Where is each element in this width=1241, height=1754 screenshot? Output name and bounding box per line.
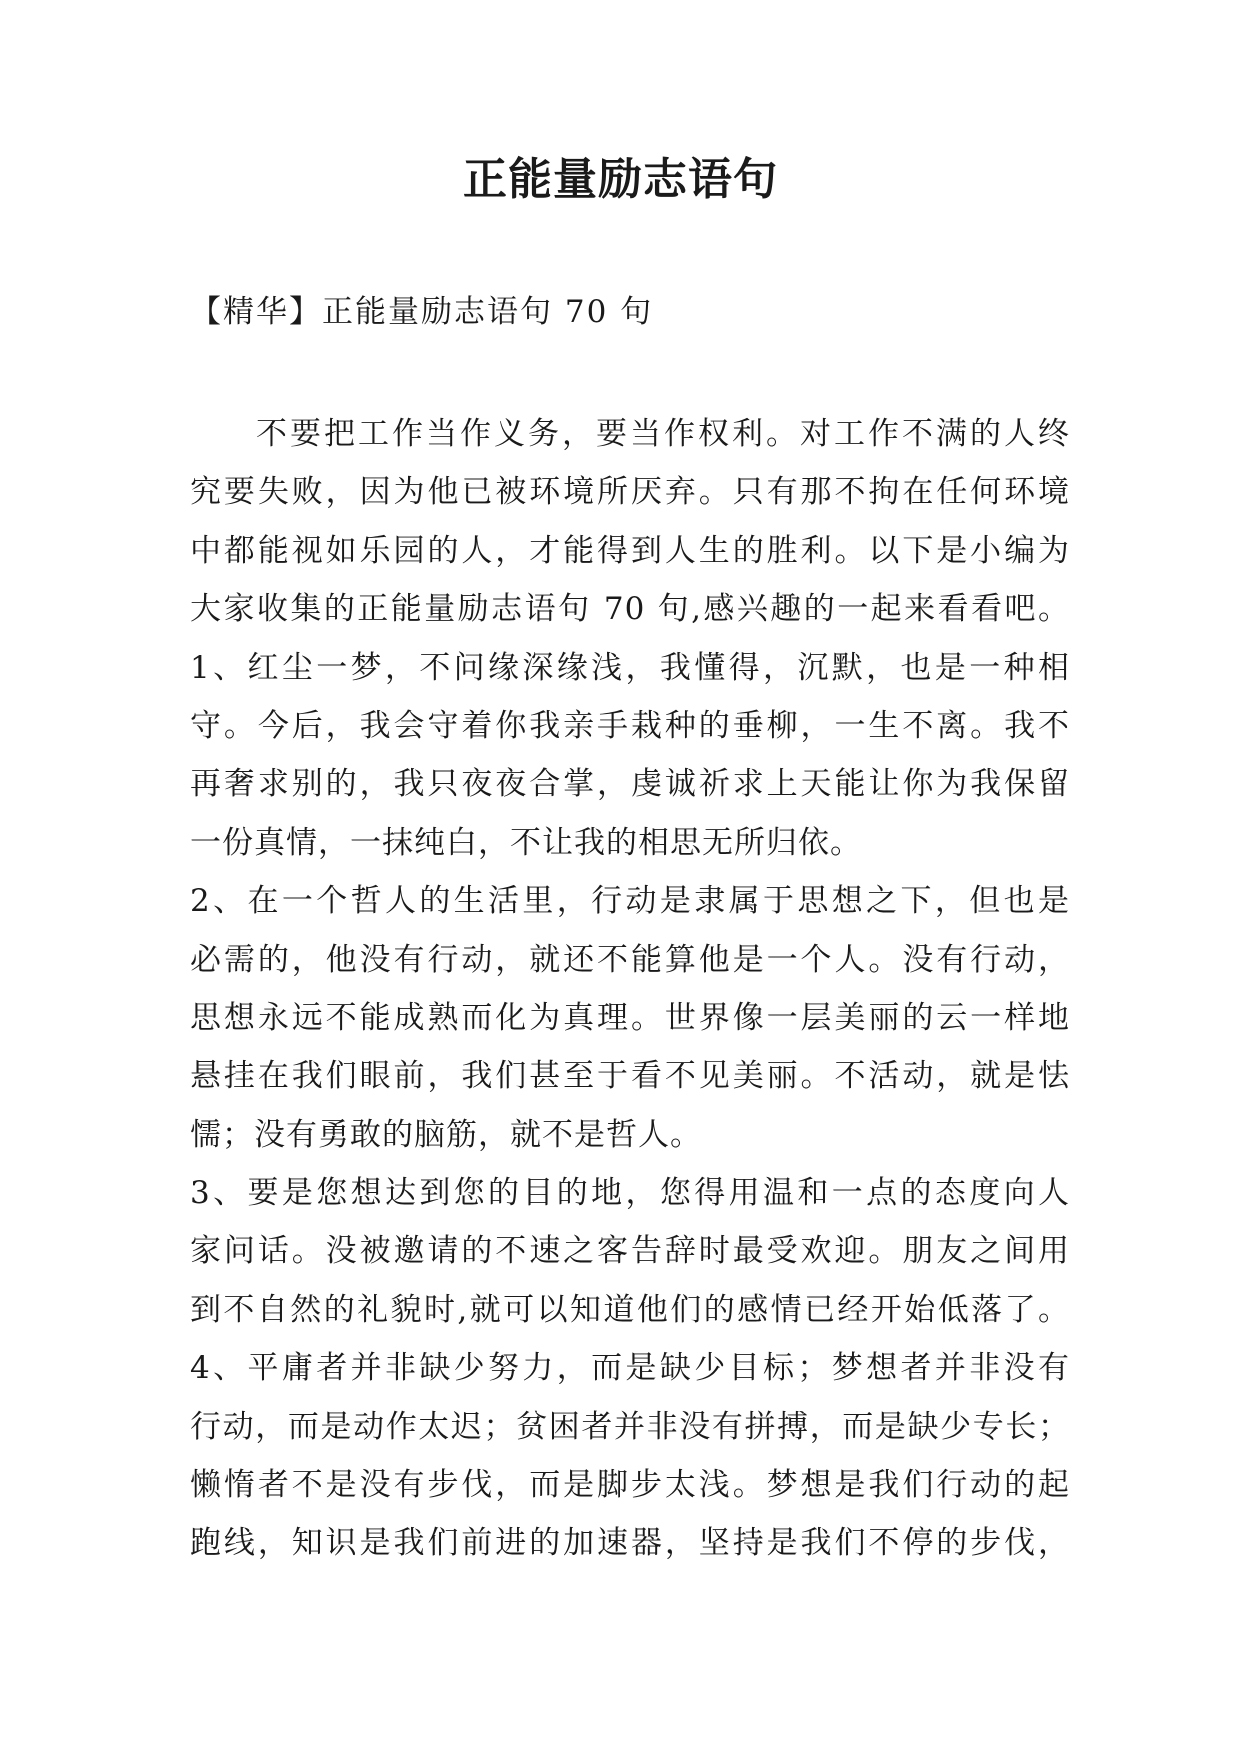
text-line: 大家收集的正能量励志语句 70 句,感兴趣的一起来看看吧。 [190, 591, 1070, 628]
document-title: 正能量励志语句 [463, 154, 778, 205]
text-line: 行动，而是动作太迟；贫困者并非没有拼搏，而是缺少专长； [190, 1408, 1070, 1445]
text-line: 中都能视如乐园的人，才能得到人生的胜利。以下是小编为 [190, 532, 1070, 569]
text-line: 不要把工作当作义务，要当作权利。对工作不满的人终 [256, 416, 1070, 452]
document-subtitle: 【精华】正能量励志语句 70 句 [190, 294, 654, 330]
text-line: 究要失败，因为他已被环境所厌弃。只有那不拘在任何环境 [190, 474, 1070, 511]
text-line: 守。今后，我会守着你我亲手栽种的垂柳，一生不离。我不 [190, 707, 1070, 744]
text-line: 1、红尘一梦，不问缘深缘浅，我懂得，沉默，也是一种相 [190, 649, 1070, 686]
text-line: 懒惰者不是没有步伐，而是脚步太浅。梦想是我们行动的起 [190, 1467, 1070, 1504]
text-line: 4、平庸者并非缺少努力，而是缺少目标；梦想者并非没有 [190, 1350, 1070, 1387]
text-line: 家问话。没被邀请的不速之客告辞时最受欢迎。朋友之间用 [190, 1233, 1070, 1270]
text-line: 到不自然的礼貌时,就可以知道他们的感情已经开始低落了。 [190, 1291, 1070, 1328]
text-line: 2、在一个哲人的生活里，行动是隶属于思想之下，但也是 [190, 883, 1070, 920]
text-line: 必需的，他没有行动，就还不能算他是一个人。没有行动， [190, 941, 1070, 978]
text-line: 一份真情，一抹纯白，不让我的相思无所归依。 [190, 824, 862, 861]
text-line: 再奢求别的，我只夜夜合掌，虔诚祈求上天能让你为我保留 [190, 766, 1070, 803]
text-line: 3、要是您想达到您的目的地，您得用温和一点的态度向人 [190, 1175, 1070, 1212]
body-text [190, 405, 1070, 1573]
text-line: 悬挂在我们眼前，我们甚至于看不见美丽。不活动，就是怯 [190, 1058, 1070, 1095]
text-line: 懦；没有勇敢的脑筋，就不是哲人。 [190, 1116, 702, 1153]
text-line: 思想永远不能成熟而化为真理。世界像一层美丽的云一样地 [190, 999, 1070, 1036]
text-line: 跑线，知识是我们前进的加速器，坚持是我们不停的步伐， [190, 1525, 1070, 1562]
